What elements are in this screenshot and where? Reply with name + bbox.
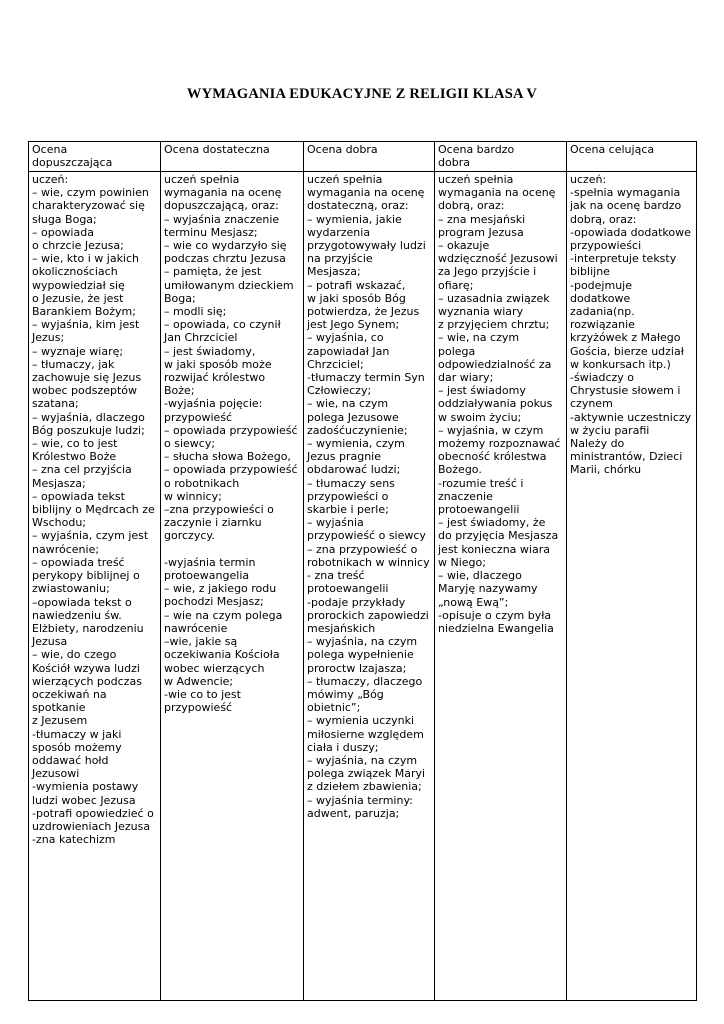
cell-line: perykopy biblijnej o [32,569,140,583]
cell-line: uczeń spełnia [307,173,383,186]
header-cell [161,142,304,172]
cell-line: – opowiada tekst [32,489,125,503]
cell-line: pochodzi Mesjasz; [164,595,264,609]
cell-line: wymagania na ocenę [164,186,282,200]
cell-line: obecność królestwa [438,450,547,464]
cell-line: przypowieść o siewcy [307,529,426,543]
cell-line: jak na ocenę bardzo [570,199,682,213]
cell-line: Maryję nazywamy [438,582,538,596]
cell-line: – wie, do czego [32,648,117,662]
cell-line: polega wypełnienie [307,648,414,662]
cell-line: ministrantów, Dzieci [570,450,683,464]
requirements-cell [304,172,435,1001]
cell-line: przypowieści [570,239,642,253]
cell-line: za Jego przyjście i [438,265,537,279]
cell-line: – tłumaczy, dlaczego [307,674,423,688]
cell-line: – pamięta, że jest [164,265,262,279]
cell-line: Wschodu; [32,516,87,530]
cell-line: ciała i duszy; [307,740,379,754]
cell-line: program Jezusa [438,225,524,239]
cell-line: – wymienia uczynki [307,714,415,728]
cell-line: -zna katechizm [32,833,116,847]
cell-line: – wie, dlaczego [438,569,522,583]
cell-line: – okazuje [438,239,490,253]
cell-line: Ocena dostateczna [164,143,270,156]
cell-line: zaczynie i ziarnku [164,516,262,530]
requirements-cell [29,172,161,1001]
requirements-table [28,141,697,1001]
cell-line: biblijne [570,265,610,279]
cell-line: Należy do [570,437,625,451]
cell-line: uczeń spełnia [438,173,514,186]
cell-line: proroctw Izajasza; [307,661,407,675]
cell-line: do przyjęcia Mesjasza [438,529,559,543]
cell-line: protoewangelii [307,582,389,596]
cell-line: -aktywnie uczestniczy [570,410,692,424]
cell-line: w winnicy; [164,489,222,503]
cell-line: przypowieść [164,701,233,715]
cell-line: obdarować ludzi; [307,463,401,477]
cell-line: adwent, paruzja; [307,806,400,820]
cell-line: o Jezusie, że jest [32,291,124,305]
cell-line: -wymienia postawy [32,780,139,794]
cell-line: na przyjście [307,252,373,266]
cell-line: wymagania na ocenę [438,186,556,200]
requirements-cell [567,172,697,1001]
cell-line: w Adwencie; [164,674,234,688]
cell-line: biblijny o Mędrcach ze [32,503,155,517]
cell-line: – modli się; [164,305,227,319]
cell-line: Chrzciciel; [307,357,364,371]
cell-line: – uzasadnia związek [438,291,550,305]
cell-line: Boże; [164,384,195,398]
cell-line: – tłumaczy sens [307,476,395,490]
cell-line: odpowiedzialność za [438,357,552,371]
cell-line: Jezusa [32,635,68,649]
cell-line: – słucha słowa Bożego, [164,450,291,464]
cell-line: o chrzcie Jezusa; [32,239,124,253]
cell-line: o robotnikach [164,476,240,490]
cell-line: podczas chrztu Jezusa [164,252,286,266]
header-cell [567,142,697,172]
cell-line: z dziełem zbawienia; [307,780,422,794]
cell-line: – wie na czym polega [164,608,283,622]
cell-line: – opowiada [32,225,94,239]
cell-line: – wie, z jakiego rodu [164,582,277,596]
cell-line: w swoim życiu; [438,410,522,424]
document-title: WYMAGANIA EDUKACYJNE Z RELIGII KLASA V [186,86,538,102]
cell-line: –wie, jakie są [164,635,238,649]
cell-line: uczeń spełnia [164,173,240,186]
cell-line: dostateczną, oraz: [307,199,409,213]
cell-line: – wyznaje wiarę; [32,344,124,358]
cell-line: Elżbiety, narodzeniu [32,621,144,635]
cell-line: niedzielna Ewangelia [438,621,554,635]
cell-line: krzyżówek z Małego [570,331,681,345]
cell-line: Jezus pragnie [307,450,382,464]
cell-line: – jest świadomy, [164,344,256,358]
cell-line: dodatkowe [570,291,631,305]
cell-line: wierzących podczas [32,674,142,688]
cell-line: umiłowanym dzieckiem [164,278,294,292]
cell-line: -rozumie treść i [438,476,524,490]
cell-line: przypowieści o [307,489,389,503]
cell-line: nawrócenie; [32,542,100,556]
cell-line: sposób możemy [32,740,122,754]
cell-line: -podejmuje [570,278,632,292]
cell-line: oczekiwań na [32,687,107,701]
cell-line: Jezusowi [32,767,80,781]
cell-line: –zna przypowieści o [164,503,274,517]
cell-line: – jest świadomy [438,384,526,398]
cell-line: w konkursach itp.) [570,357,671,371]
cell-line: Ocena celująca [570,143,655,156]
cell-line: polega [438,344,476,358]
cell-line: ludzi wobec Jezusa [32,793,136,807]
cell-line: możemy rozpoznawać [438,437,561,451]
header-cell [304,142,435,172]
cell-line: oddawać hołd [32,753,109,767]
cell-line: prorockich zapowiedzi [307,608,429,622]
cell-line: -opowiada dodatkowe [570,225,691,239]
cell-line: „nową Ewą”; [438,595,509,609]
cell-line: protoewangelia [164,569,250,583]
cell-line: obietnic”; [307,701,361,715]
cell-line: sługa Boga; [32,212,97,226]
cell-line: gorczycy. [164,529,215,543]
cell-line: potwierdza, że Jezus [307,305,420,319]
cell-line: – wie, czym powinien [32,186,149,200]
cell-line: – wie, na czym [438,331,520,345]
cell-line: – wyjaśnia, czym jest [32,529,149,543]
cell-line: – zna mesjański [438,212,526,226]
cell-line: wobec wierzących [164,661,265,675]
cell-line: – opowiada przypowieść [164,463,298,477]
cell-line: – wie co wydarzyło się [164,239,287,253]
cell-line: -wyjaśnia termin [164,555,256,569]
cell-line: Mesjasza; [32,476,86,490]
cell-line: – wyjaśnia terminy: [307,793,413,807]
cell-line: wyznania wiary [438,305,524,319]
cell-line: – potrafi wskazać, [307,278,406,292]
cell-line: Gościa, bierze udział [570,344,684,358]
cell-line: znaczenie [438,489,493,503]
cell-line: skarbie i perle; [307,503,389,517]
cell-line: zadania(np. [570,305,635,319]
cell-line: – wyjaśnia [307,516,364,530]
cell-line: wydarzenia [307,225,371,239]
cell-line: Bóg poszukuje ludzi; [32,423,145,437]
cell-line: przygotowywały ludzi [307,239,426,253]
cell-line: Mesjasza; [307,265,361,279]
cell-line: Człowieczy; [307,384,372,398]
cell-line: przypowieść [164,410,233,424]
requirements-cell [161,172,304,1001]
cell-line: – jest świadomy, że [438,516,546,530]
cell-line: Królestwo Boże [32,450,117,464]
cell-line: -podaje przykłady [307,595,406,609]
cell-line: –opowiada tekst o [32,595,132,609]
cell-line: -wie co to jest [164,687,241,701]
cell-line: jest konieczna wiara [438,542,550,556]
cell-line: miłosierne względem [307,727,424,741]
cell-line: – wymienia, jakie [307,212,402,226]
cell-line: – opowiada treść [32,555,125,569]
cell-line: rozwiązanie [570,318,635,332]
cell-line: zadośćuczynienie; [307,423,408,437]
cell-line: Ocena bardzo [438,143,515,156]
cell-line: w życiu parafii [570,423,650,437]
cell-line: – zna przypowieść o [307,542,418,556]
cell-line: -tłumaczy w jaki [32,727,122,741]
cell-line: z Jezusem [32,714,88,728]
header-cell [29,142,161,172]
cell-line: – opowiada, co czynił [164,318,281,332]
cell-line: wypowiedział się [32,278,125,292]
cell-line: szatana; [32,397,79,411]
cell-line: terminu Mesjasz; [164,225,258,239]
cell-line: charakteryzować się [32,199,145,213]
cell-line: wymagania na ocenę [307,186,425,200]
cell-line: – wie, kto i w jakich [32,252,140,266]
requirements-cell [435,172,567,1001]
cell-line: – wyjaśnia, co [307,331,384,345]
cell-line: rozwijać królestwo [164,371,266,385]
cell-line: -interpretuje teksty [570,252,677,266]
cell-line: – wyjaśnia, w czym [438,423,544,437]
cell-line: -tłumaczy termin Syn [307,371,425,385]
cell-line: – wyjaśnia znaczenie [164,212,280,226]
cell-line: -wyjaśnia pojęcie: [164,397,263,411]
cell-line: – tłumaczy, jak [32,357,115,371]
cell-line: jest Jego Synem; [307,318,400,332]
cell-line: okolicznościach [32,265,118,279]
cell-line: – wyjaśnia, na czym [307,753,418,767]
cell-line: – wyjaśnia, kim jest [32,318,140,332]
cell-line: – wie, na czym [307,397,389,411]
cell-line: dobrą, oraz: [570,212,637,226]
cell-line: Marii, chórku [570,463,642,477]
cell-line: czynem [570,397,613,411]
cell-line: w jaki sposób może [164,357,272,371]
cell-line: -potrafi opowiedzieć o [32,806,154,820]
cell-line: polega związek Maryi [307,767,426,781]
cell-line: w jaki sposób Bóg [307,291,406,305]
cell-line: Bożego. [438,463,482,477]
cell-line: uczeń: [570,173,607,186]
cell-line: uczeń: [32,173,69,186]
cell-line: dopuszczającą, oraz: [164,199,279,213]
cell-line: oddziaływania pokus [438,397,553,411]
cell-line: wobec podszeptów [32,384,138,398]
cell-line: Chrystusie słowem i [570,384,681,398]
cell-line: -świadczy o [570,371,635,385]
cell-line: nawrócenie [164,621,228,635]
cell-line: – wyjaśnia, na czym [307,635,418,649]
cell-line: mówimy „Bóg [307,687,384,701]
cell-line: Jezus; [32,331,65,345]
cell-line: spotkanie [32,701,86,715]
cell-line: protoewangelii [438,503,520,517]
header-cell [435,142,567,172]
cell-line: dobra [438,156,470,170]
cell-line: – wymienia, czym [307,437,405,451]
cell-line: robotnikach w winnicy [307,555,430,569]
cell-line: -spełnia wymagania [570,186,681,200]
cell-line: – wyjaśnia, dlaczego [32,410,145,424]
cell-line: zapowiadał Jan [307,344,390,358]
cell-line: z przyjęciem chrztu; [438,318,550,332]
cell-line: Boga; [164,291,196,305]
cell-line: oczekiwania Kościoła [164,648,280,662]
cell-line: o siewcy; [164,437,216,451]
cell-line: zachowuje się Jezus [32,371,142,385]
cell-line: Kościół wzywa ludzi [32,661,140,675]
cell-line: Ocena dobra [307,143,378,156]
cell-line: w Niego; [438,555,486,569]
cell-line: Jan Chrzciciel [164,331,238,345]
cell-line: wdzięczność Jezusowi [438,252,558,266]
cell-line: dar wiary; [438,371,494,385]
cell-line: Ocena [32,143,68,156]
cell-line: Barankiem Bożym; [32,305,136,319]
cell-line: -opisuje o czym była [438,608,552,622]
cell-line: ofiarę; [438,278,474,292]
cell-line: - zna treść [307,569,365,583]
cell-line: zwiastowaniu; [32,582,110,596]
cell-line: nawiedzeniu św. [32,608,122,622]
cell-line: dopuszczająca [32,156,113,170]
cell-line: – zna cel przyjścia [32,463,132,477]
cell-line: – wie, co to jest [32,437,118,451]
cell-line: – opowiada przypowieść [164,423,298,437]
cell-line: uzdrowieniach Jezusa [32,819,151,833]
blank-line [164,543,300,556]
cell-line: dobrą, oraz: [438,199,505,213]
header-row [29,142,697,172]
requirements-row [29,172,697,1001]
cell-line: polega Jezusowe [307,410,399,424]
cell-line: mesjańskich [307,621,376,635]
